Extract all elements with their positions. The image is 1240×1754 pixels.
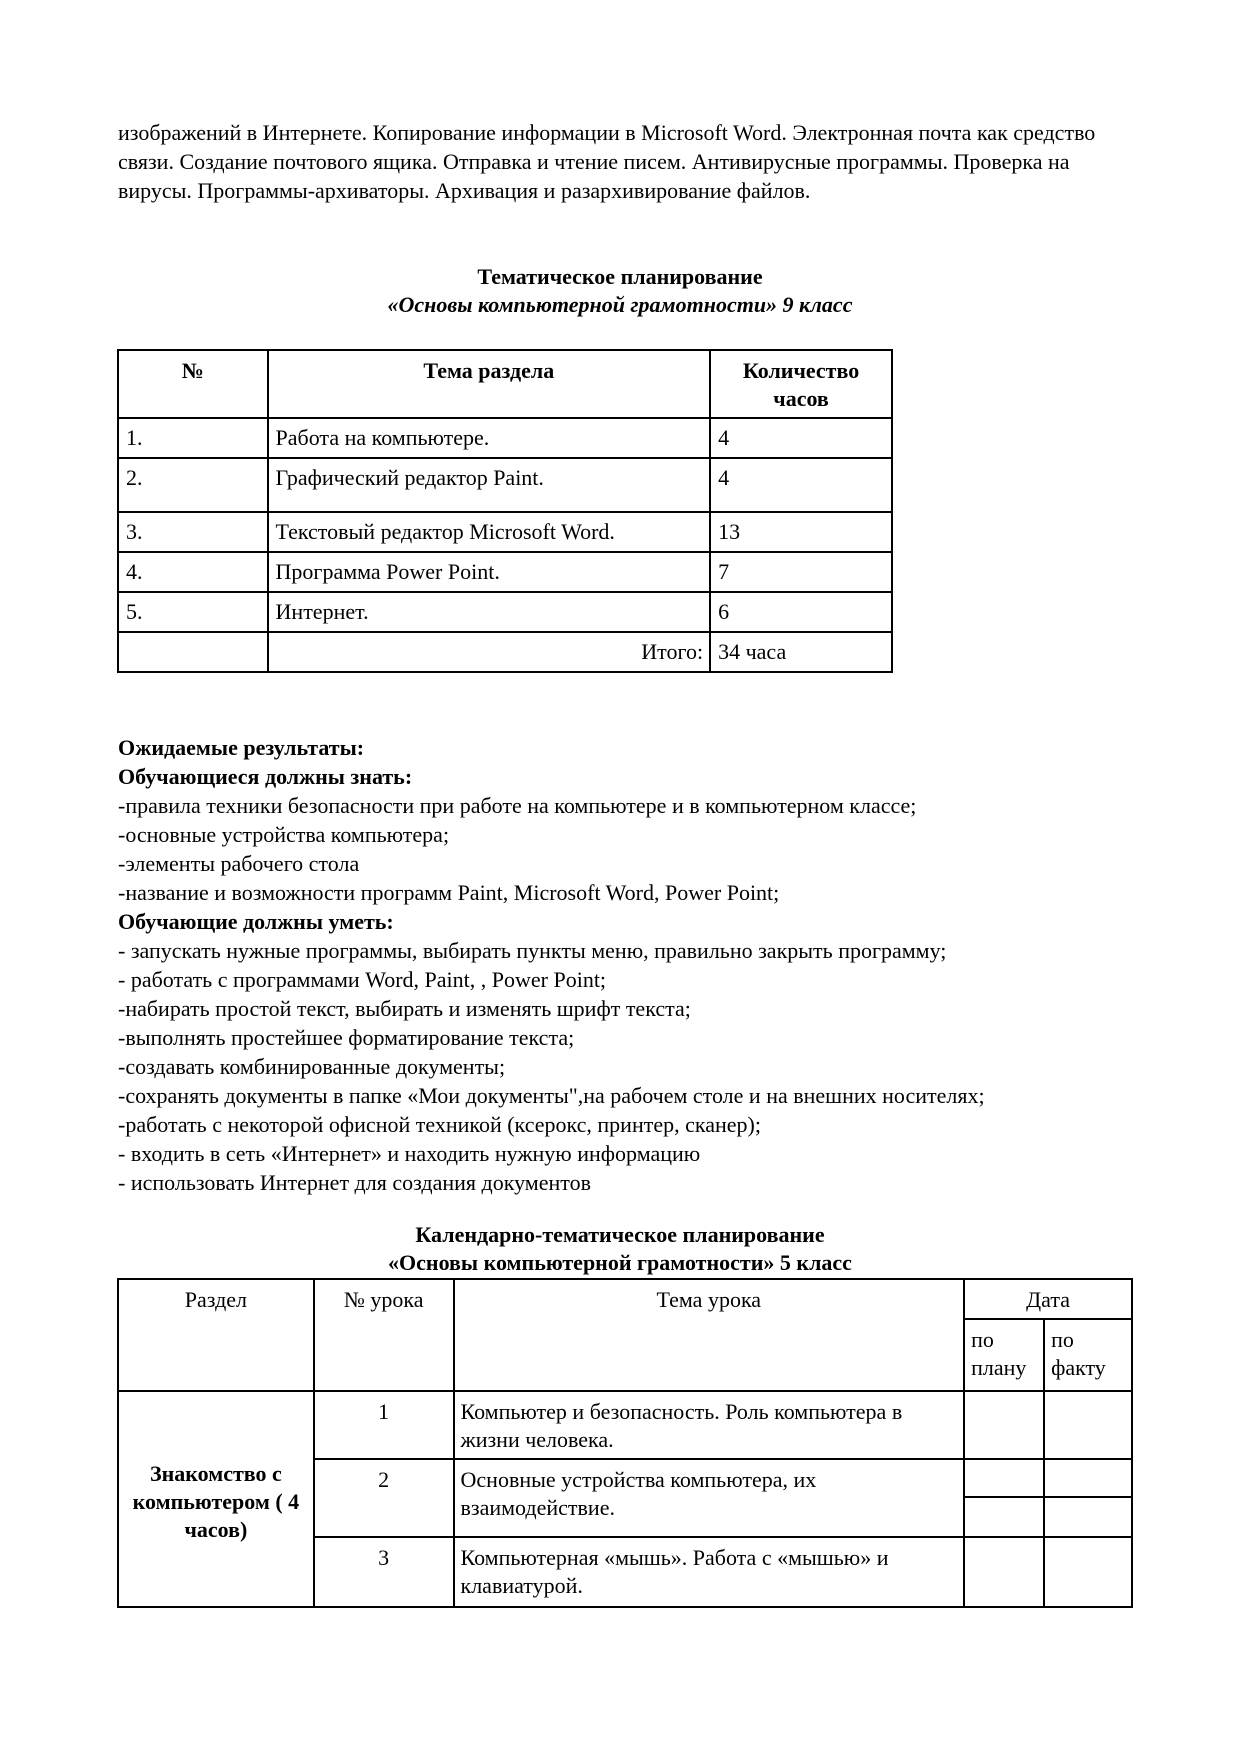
- list-item: - запускать нужные программы, выбирать пункты меню, правильно закрыть программу;: [118, 938, 947, 963]
- list-item: -правила техники безопасности при работе на компьютере и в компьютерном классе;: [118, 793, 917, 818]
- intro-paragraph: изображений в Интернете. Копирование информации в Microsoft Word. Электронная почта как средство связи. Создание почтового ящика. Отправка и чтение писем. Антивирусные программы. Проверка на вирусы. Программы-архиваторы. Архивация и разархивирование файлов.: [118, 120, 1096, 203]
- list-item: -основные устройства компьютера;: [118, 822, 450, 847]
- header-topic: Тема раздела: [268, 350, 711, 418]
- list-item: -сохранять документы в папке «Мои документы",на рабочем столе и на внешних носителях;: [118, 1083, 985, 1108]
- list-item: -создавать комбинированные документы;: [118, 1054, 506, 1079]
- list-item: - работать с программами Word, Paint, , Power Point;: [118, 967, 607, 992]
- results-heading: Ожидаемые результаты:: [118, 735, 365, 760]
- total-value: 34 часа: [710, 632, 892, 672]
- table-row: [118, 592, 892, 632]
- table1-subtitle: «Основы компьютерной грамотности» 9 класс: [387, 292, 853, 317]
- table-row: [118, 512, 892, 552]
- know-heading: Обучающиеся должны знать:: [118, 764, 413, 789]
- row-num: 2.: [118, 458, 268, 512]
- header-lesson-topic: Тема урока: [454, 1279, 965, 1391]
- table-row: [118, 552, 892, 592]
- lesson-topic: Компьютер и безопасность. Роль компьютера в жизни человека.: [454, 1391, 965, 1459]
- row-topic: Интернет.: [268, 592, 711, 632]
- fact-date-cell[interactable]: [1044, 1537, 1132, 1607]
- can-heading: Обучающие должны уметь:: [118, 909, 394, 934]
- table1-total-row: [118, 632, 892, 672]
- table1-header-row: [118, 350, 892, 418]
- list-item: -выполнять простейшее форматирование текста;: [118, 1025, 575, 1050]
- expected-results: [118, 733, 1168, 1197]
- plan-date-cell[interactable]: [964, 1497, 1044, 1537]
- row-num: 4.: [118, 552, 268, 592]
- lesson-num: 1: [314, 1391, 454, 1459]
- fact-date-cell[interactable]: [1044, 1459, 1132, 1497]
- row-hours: 7: [710, 552, 892, 592]
- header-num: №: [118, 350, 268, 418]
- list-item: -набирать простой текст, выбирать и изменять шрифт текста;: [118, 996, 691, 1021]
- row-hours: 4: [710, 458, 892, 512]
- row-topic: Программа Power Point.: [268, 552, 711, 592]
- table-row: [118, 418, 892, 458]
- row-hours: 6: [710, 592, 892, 632]
- total-empty-cell: [118, 632, 268, 672]
- row-topic: Графический редактор Paint.: [268, 458, 711, 512]
- row-num: 5.: [118, 592, 268, 632]
- header-hours: Количество часов: [710, 350, 892, 418]
- row-topic: Текстовый редактор Microsoft Word.: [268, 512, 711, 552]
- fact-date-cell[interactable]: [1044, 1391, 1132, 1459]
- header-section: Раздел: [118, 1279, 314, 1391]
- row-num: 3.: [118, 512, 268, 552]
- header-lesson-num: № урока: [314, 1279, 454, 1391]
- list-item: -работать с некоторой офисной техникой (ксерокс, принтер, сканер);: [118, 1112, 761, 1137]
- lesson-num: 3: [314, 1537, 454, 1607]
- list-item: -название и возможности программ Paint, Microsoft Word, Power Point;: [118, 880, 780, 905]
- table-row: [118, 458, 892, 512]
- plan-date-cell[interactable]: [964, 1537, 1044, 1607]
- table2-header-row: [118, 1279, 1132, 1319]
- header-date: Дата: [964, 1279, 1132, 1319]
- thematic-plan-table: [117, 349, 893, 673]
- row-num: 1.: [118, 418, 268, 458]
- plan-date-cell[interactable]: [964, 1459, 1044, 1497]
- section-name: Знакомство с компьютером ( 4 часов): [118, 1391, 314, 1607]
- calendar-plan-table: [117, 1278, 1133, 1608]
- table2-subtitle: «Основы компьютерной грамотности» 5 класс: [388, 1250, 852, 1275]
- row-hours: 13: [710, 512, 892, 552]
- lesson-topic: Компьютерная «мышь». Работа с «мышью» и клавиатурой.: [454, 1537, 965, 1607]
- plan-date-cell[interactable]: [964, 1391, 1044, 1459]
- fact-date-cell[interactable]: [1044, 1497, 1132, 1537]
- total-label: Итого:: [268, 632, 711, 672]
- list-item: -элементы рабочего стола: [118, 851, 360, 876]
- table-row: [118, 1391, 1132, 1459]
- lesson-topic: Основные устройства компьютера, их взаимодействие.: [454, 1459, 965, 1537]
- header-plan: по плану: [964, 1319, 1044, 1391]
- row-topic: Работа на компьютере.: [268, 418, 711, 458]
- list-item: - входить в сеть «Интернет» и находить нужную информацию: [118, 1141, 701, 1166]
- header-fact: по факту: [1044, 1319, 1132, 1391]
- list-item: - использовать Интернет для создания документов: [118, 1170, 591, 1195]
- row-hours: 4: [710, 418, 892, 458]
- table2-title: Календарно-тематическое планирование: [415, 1222, 825, 1247]
- table1-title: Тематическое планирование: [477, 264, 763, 289]
- lesson-num: 2: [314, 1459, 454, 1537]
